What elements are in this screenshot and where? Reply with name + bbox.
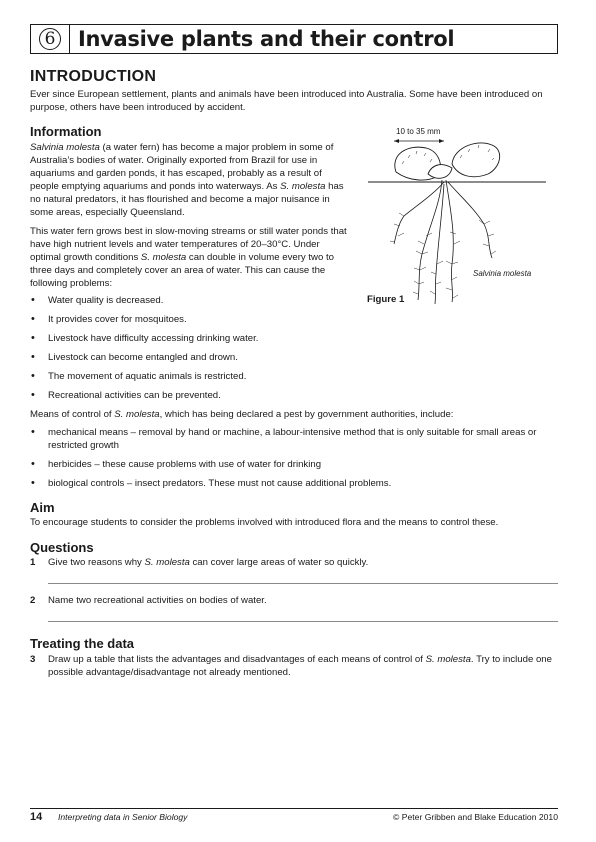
controls-list	[30, 426, 558, 496]
scale-arrow-right-head	[439, 139, 444, 143]
questions-heading: Questions	[30, 540, 94, 555]
floating-leaves	[395, 143, 500, 180]
problem-list-item: • It provides cover for mosquitoes.	[30, 313, 352, 326]
submerged-roots	[394, 180, 492, 304]
question-number: 1	[30, 557, 36, 568]
problem-list-item: • The movement of aquatic animals is restricted.	[30, 370, 352, 383]
problem-list-item: • Livestock can become entangled and drown.	[30, 351, 352, 364]
book-title: Interpreting data in Senior Biology	[58, 812, 188, 822]
question-number: 3	[30, 654, 36, 665]
problem-list-item: • Recreational activities can be prevented.	[30, 389, 352, 402]
aim-text: To encourage students to consider the problems involved with introduced flora and the means to control these.	[30, 517, 499, 528]
control-list-item: • herbicides – these cause problems with use of water for drinking	[30, 458, 558, 471]
species-label: Salvinia molesta	[473, 269, 532, 278]
copyright: © Peter Gribben and Blake Education 2010	[393, 812, 558, 822]
figure-salvinia	[360, 124, 560, 314]
page-header	[30, 24, 558, 54]
problem-list-item: • Livestock have difficulty accessing drinking water.	[30, 332, 352, 345]
question-3	[30, 653, 558, 679]
salvinia-illustration	[360, 124, 560, 314]
scale-label: 10 to 35 mm	[396, 127, 441, 136]
information-heading: Information	[30, 124, 102, 139]
control-list-item: • biological controls – insect predators. These must not cause additional problems.	[30, 477, 558, 490]
footer-rule	[30, 808, 558, 809]
chapter-number: 6	[39, 28, 61, 50]
question-1	[30, 556, 558, 569]
answer-line[interactable]	[48, 621, 558, 622]
chapter-number-box	[31, 25, 70, 53]
question-text: Draw up a table that lists the advantages and disadvantages of each means of control of S. molesta. Try to include one possible advantage/disadvantage not already mentioned.	[48, 654, 552, 678]
question-text: Name two recreational activities on bodies of water.	[48, 595, 267, 606]
information-paragraph-1: Salvinia molesta (a water fern) has become a major problem in some of Australia’s bodies of water. Originally exported from Brazil for use in aquariums and garden ponds, it has escaped, probably as a result of people emptying aquariums and ponds into waterways. As S. molesta has no natural predators, it has flourished and become a major nuisance in some areas, especially Queensland.	[30, 142, 344, 218]
question-number: 2	[30, 595, 36, 606]
scale-arrow-left-head	[394, 139, 399, 143]
figure-caption: Figure 1	[367, 294, 405, 305]
problems-list	[30, 294, 352, 408]
information-paragraph-2: This water fern grows best in slow-moving streams or still water ponds that have high nutrient levels and water temperatures of 20–30°C. Under optimal growth conditions S. molesta can double in volume every two to three days and completely cover an area of water. This can cause the following problems:	[30, 226, 347, 289]
page-title: Invasive plants and their control	[78, 27, 455, 51]
problem-list-item: • Water quality is decreased.	[30, 294, 352, 307]
page-number: 14	[30, 811, 43, 823]
answer-line[interactable]	[48, 583, 558, 584]
intro-text: Ever since European settlement, plants and animals have been introduced into Australia. Some have been introduced on purpose, others have been introduced by accident.	[30, 89, 543, 113]
question-2	[30, 594, 558, 607]
treating-heading: Treating the data	[30, 636, 135, 651]
control-list-item: • mechanical means – removal by hand or machine, a labour-intensive method that is only suitable for small areas or restricted growth	[30, 426, 558, 452]
control-intro: Means of control of S. molesta, which has being declared a pest by government authorities, include:	[30, 409, 454, 420]
question-text: Give two reasons why S. molesta can cover large areas of water so quickly.	[48, 557, 369, 568]
intro-heading: INTRODUCTION	[30, 68, 157, 85]
aim-heading: Aim	[30, 500, 55, 515]
root-hairs	[390, 212, 496, 298]
